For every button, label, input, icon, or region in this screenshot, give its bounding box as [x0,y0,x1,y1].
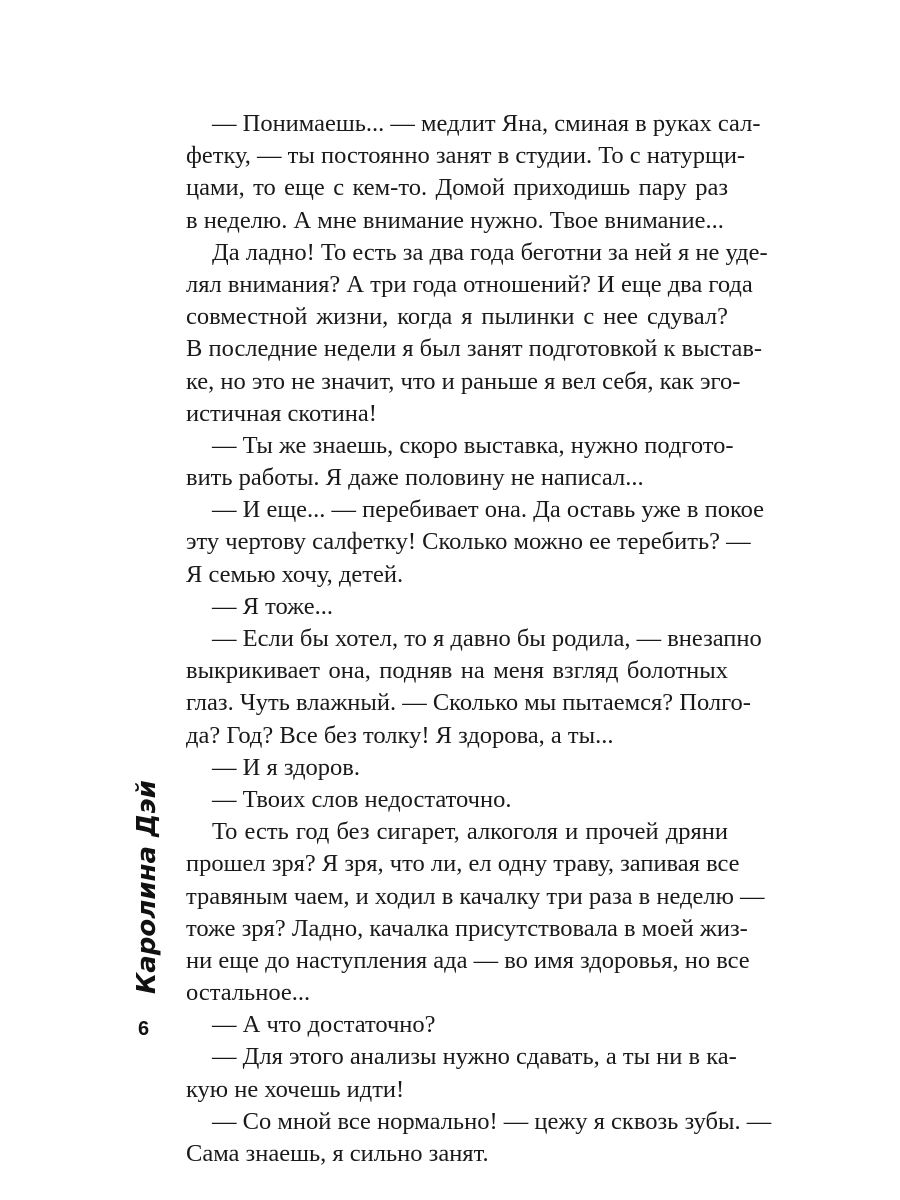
text-line: лял внимания? А три года отношений? И еще два года [186,270,753,298]
text-line: То есть год без сигарет, алкоголя и прочей дряни [212,818,728,846]
text-line: — Твоих слов недостаточно. [212,785,512,813]
text-line: совместной жизни, когда я пылинки с нее сдувал? [186,303,728,331]
text-line: вить работы. Я даже половину не написал... [186,464,644,492]
page-number: 6 [138,1018,150,1040]
text-line: — И еще... — перебивает она. Да оставь уже в покое [212,496,765,524]
text-line: — Для этого анализы нужно сдавать, а ты ни в ка- [212,1043,737,1071]
text-line: ни еще до наступления ада — во имя здоровья, но все [186,946,750,974]
text-line: — А что достаточно? [212,1011,436,1039]
text-line: — Понимаешь... — медлит Яна, сминая в руках сал- [212,110,761,137]
text-line: фетку, — ты постоянно занят в студии. То с натурщи- [186,142,746,170]
text-line: Я семью хочу, детей. [186,560,404,588]
text-line: — Со мной все нормально! — цежу я сквозь зубы. — [212,1107,772,1135]
text-line: ке, но это не значит, что и раньше я вел себя, как эго- [186,367,741,395]
text-line: в неделю. А мне внимание нужно. Твое внимание... [186,206,724,234]
body-text [186,108,772,1170]
running-head-author: Каролина Дэй [132,780,162,994]
text-line: эту чертову салфетку! Сколько можно ее теребить? — [186,528,751,556]
text-line: — Если бы хотел, то я давно бы родила, — внезапно [212,625,762,652]
text-line: Да ладно! То есть за два года беготни за ней я не уде- [212,238,768,266]
text-line: кую не хочешь идти! [186,1075,405,1103]
text-line: — И я здоров. [212,753,360,781]
text-line: прошел зря? Я зря, что ли, ел одну траву, запивая все [186,850,740,878]
text-line: — Я тоже... [212,592,333,620]
text-line: остальное... [186,979,311,1007]
text-line: глаз. Чуть влажный. — Сколько мы пытаемся? Полго- [186,689,751,717]
text-line: тоже зря? Ладно, качалка присутствовала в моей жиз- [186,914,748,942]
text-line: да? Год? Все без толку! Я здорова, а ты... [186,721,614,749]
text-line: истичная скотина! [186,399,377,427]
text-line: В последние недели я был занят подготовкой к выстав- [186,335,763,363]
text-line: травяным чаем, и ходил в качалку три раза в неделю — [186,882,765,910]
text-line: выкрикивает она, подняв на меня взгляд болотных [186,657,728,685]
text-line: — Ты же знаешь, скоро выставка, нужно подгото- [212,431,734,459]
text-line: цами, то еще с кем-то. Домой приходишь пару раз [186,174,728,202]
text-line: Сама знаешь, я сильно занят. [186,1140,489,1167]
